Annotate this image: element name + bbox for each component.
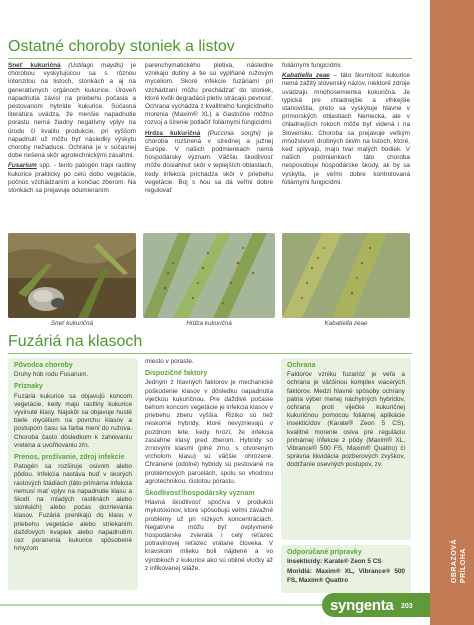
causal-agent-text: Druhy húb rodu Fusarium. — [14, 371, 89, 379]
insecticides-value: Karate® Zeon 5 CS — [322, 558, 382, 566]
section2-title: Fuzáriá na klasoch — [8, 333, 143, 350]
section1-title: Ostatné choroby stoniek a listov — [8, 38, 235, 55]
recommended-box — [281, 545, 411, 593]
transmission-cont-text: miesto v poraste. — [145, 358, 194, 365]
kabatiella-text: – táto škvrnitosť kukurice nemá zažitý slovenský názov, niektoré zdroje uvádzajú mnohosemienka kukuričná. Je typická pre chladnejšie a vlhkejšie stanovištia, preto sa vyskytuje hlavne v prímorských oblastiach Nemecka, ale v chladnejších rokoch môže byť videná i na Slovensku. Choroba sa prejavuje veľkým množstvom drobných škvŕn na listoch, ktoré, keď splývajú, majú tvar malých bodiek. V našich podmienkach táto choroba nesposobuje hospodárske škody, ak by sa vyskytla, je veľmi dobre kontrolovaná foliárnymi fungicídmi. — [282, 72, 410, 186]
rust-cont-text: foliárnymi fungicídmi. — [282, 62, 343, 69]
heading-protection: Ochrana — [287, 362, 316, 369]
kabatiella-photo — [282, 233, 410, 318]
heading-harmfulness: Škodlivosť/hospodársky význam — [145, 490, 255, 498]
side-tab-label — [450, 539, 468, 583]
page-number: 203 — [401, 603, 413, 610]
rust-text: je choroba rozšírená v strednej a južnej Európe. V našich podmienkach nemá hospodársky význam. Väčšiu škodlivosť môže dosiahnuť skôr v teplejších oblastiach, kedy infekcia prichádza skôr v priebehu vegetácie. Boj s ňou sa dá veľmi dobre regulovať — [145, 129, 274, 195]
section1-col2 — [145, 62, 273, 197]
caption-kabatiella: Kabatiella zeae — [324, 320, 368, 327]
fusarium-cont-text: parenchymatického pletiva, následne vznikajú dutiny a tie sú vyplňané ružovým myceliom. Skoré infekcie fuzáriami pri vzchádzaní môžu prechádzať do stoniek, ktoré kvôli degradácii pletív strácajú pevnosť. Ochrana vychádza z kvalitného fungicídneho morenia (Maxim® XL) a čiastočne môžno rozvoj a šírenie potlačiť foliárnymi fungicídmi. — [145, 62, 273, 127]
side-tab-line1: OBRAZOVÁ — [451, 538, 458, 583]
rust-photo — [143, 233, 275, 318]
heading-symptoms: Príznaky — [14, 383, 43, 391]
side-tab — [430, 0, 474, 625]
symptoms-text: Fuzáriá kukurice sa objavujú koncom vegetácie, kedy majú rastliny kukurice vyvinuté klasy. Najskôr sa objavuje husté biele mycélium na povrchu klasov a postupom času sa farba mení do ružova. Choroba často dôsledkom k zahnivaniu vretena a uvoľňovaniu zŕn. — [14, 392, 132, 449]
page-content — [8, 0, 410, 625]
heading-causal-agent: Pôvodca choroby — [14, 362, 73, 369]
side-tab-line2: PRÍLOHA — [460, 548, 467, 583]
heading-disposition: Dispozičné faktory — [145, 370, 208, 378]
protection-box — [281, 358, 411, 540]
seed-treatments-label: Moridlá: — [287, 568, 312, 576]
disposition-text: Jedným z hlavných faktorov je mechanické poškodenie klasov v dôsledku napadnutia viječkou kukuričnou. Pre daždivé počasie behom koncom vegetácie je infekcia klasov v priebehu zberu vyššia. Riziko sú tiež neskorné hybridy, ktoré nevyzrievajú v pozdnom lete, kedy hrozí, že infekcia zasiahne klasy pred zberom. Hybridy so zrnovými klasmi (plné zrno, s otvoreným vrcholom klasu) sú väčšie ohrozené. Chránené (odolné) hybridy sú pestované na problémových parcelách, spolu so vhodnou agrotechnikou, čistotou porastu. — [145, 379, 273, 485]
fusarium-text: spp. - tento patogén trápi rastliny kukurice prakticky po celú dobu vegetácie, počnúc vzchádzaním a končiac zberom. Na stonkách sa prejavuje odumieraním — [8, 162, 136, 195]
heading-transmission: Prenos, prežívanie, zdroj infekcie — [14, 454, 125, 462]
rust-lead: Hrdza kukuričná — [145, 129, 201, 137]
section1-col1 — [8, 62, 136, 197]
smut-text: je chorobou vyskytujúcou sa s rôznou intenzitou na listoch, stonkách a aj na generatívnych orgánoch kukurice. Úroveň napadnutia závisí na priebehu počasia a pestovanom hybride kukurice. Súčasná literatúra uvádza, že menšie napadnutie porastu nemá žiadny negatívny vplyv na úrodu či kvalitu produkcie, pri vyššom napadnutí už môžu byť následky výskytu choroby nežiaduce. Ochrana je v súčasnej dobe riešená skôr agrotechnickými zásahmi. — [8, 62, 137, 160]
fusarium-lead: Fusarium — [8, 162, 37, 170]
smut-latin: (Ustilago maydis) — [60, 62, 124, 69]
protection-text: Faktorov vzniku fuzarióz je veľa a ochrana je väčšinou komplex viacerých faktorov. Medzi hlavné spôsoby ochrany patria výber menej náchylných hybridov, ochrana proti viječke kukuričnej kukuričnou pomocou foliárnej aplikácie insekticídov (Karate® Zeon 5 CS), kvalitné morenie osiva pre reguláciu primárnej infekcie z pôdy (Maxim® XL, Vibrance® 500 FS, Maxim® Quattro) či správna likvidácia pozberových zvyškov, dodržanie osevných postupov, zv. — [287, 371, 405, 469]
transmission-text: Patogén sa rozširuje osivom alebo pôdou. Infekcia nastáva buď v skorých rastových štádiách (táto primárna infekcia nemusí mať vplyv na napadnutie klasu a škodí na mladých rastlinách alebo stonkách) alebo počas dozrievania klasov. Fuzáriá prenikajú do klasu v priebehu vegetácie alebo striekaním dažďových kvapiek alebo napadnutím cez poranenia kukurice spôsobené hmyzom — [14, 463, 132, 553]
syngenta-logo: syngenta — [330, 597, 394, 614]
caption-rust: Hrdza kukuričná — [186, 320, 232, 327]
smut-lead: Sneť kukuričná — [8, 62, 61, 69]
footer-rule — [0, 604, 322, 606]
section1-col3 — [282, 62, 410, 189]
section2-rule — [8, 353, 412, 354]
causal-agent-box — [8, 358, 138, 590]
kabatiella-lead: Kabatiella zeae — [282, 72, 330, 80]
seed-treatments-value: Maxim® XL, Vibrance® 500 FS, Maxim® Quattro — [287, 568, 405, 584]
harmfulness-text: Hlavná škodlivosť spočíva v produkcii mykotoxínov, ktoré spôsobujú veľmi závažné problémy už pri nízkych koncentráciách. Negatívne môžu byť ovplyvnené hospodárske zvieratá i celý reťazec potravinovej reťazec vrátane človeka. V kravskom mlieku boli nájdené a vo výrobkoch z kukurice ako sú obilné vločky až z infikovanej siláže. — [145, 499, 273, 572]
smut-photo — [8, 233, 136, 318]
rust-latin: (Puccinia sorghi) — [200, 129, 261, 137]
caption-smut: Sneť kukuričná — [50, 320, 94, 327]
heading-recommended: Odporúčané prípravky — [287, 549, 362, 556]
section2-col2 — [145, 358, 273, 575]
section1-rule — [8, 58, 412, 59]
insecticides-label: Insekticídy: — [287, 558, 323, 566]
